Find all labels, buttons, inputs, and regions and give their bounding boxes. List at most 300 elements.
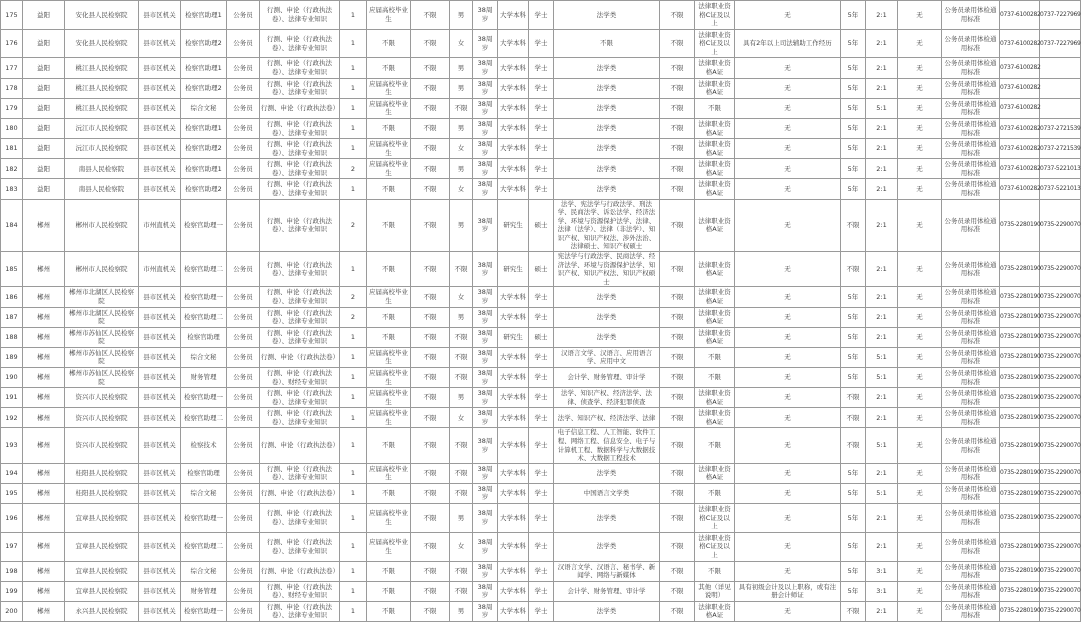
cell-phone-2: 0735-2290070: [1040, 367, 1081, 387]
cell-min-service-years: 5年: [841, 78, 866, 98]
cell-household-registration: 不限: [411, 601, 450, 621]
cell-remark: 无: [898, 29, 942, 58]
cell-physical-exam-standard: 公务员录用体检通用标准: [942, 58, 1000, 78]
cell-degree: 学士: [529, 58, 554, 78]
cell-recruit-target: 不限: [367, 327, 411, 347]
cell-quota: 1: [340, 327, 367, 347]
cell-age-limit: 38周岁: [473, 199, 498, 251]
table-row: [1, 159, 1081, 179]
cell-row-number: 175: [1, 1, 23, 30]
cell-row-number: 188: [1, 327, 23, 347]
cell-remark: 无: [898, 118, 942, 138]
cell-phone-1: 0735-2280190: [1000, 199, 1040, 251]
cell-certificate-requirement: 法律职业资格A证: [695, 118, 735, 138]
cell-other-conditions: 无: [735, 327, 841, 347]
cell-phone-1: 0735-2280190: [1000, 581, 1040, 601]
cell-position-name: 检察官助理一: [181, 199, 227, 251]
cell-phone-2: 0735-2290070: [1040, 581, 1081, 601]
cell-position-type: 公务员: [227, 98, 260, 118]
cell-education: 大学本科: [498, 408, 529, 428]
cell-grassroots-experience: 不限: [660, 601, 695, 621]
cell-organ-level: 县市区机关: [139, 428, 181, 463]
cell-grassroots-experience: 不限: [660, 504, 695, 533]
cell-grassroots-experience: 不限: [660, 428, 695, 463]
cell-remark: 无: [898, 463, 942, 483]
cell-other-conditions: 无: [735, 367, 841, 387]
cell-certificate-requirement: 法律职业资格A证: [695, 252, 735, 287]
cell-phone-1: 0735-2280190: [1000, 463, 1040, 483]
cell-remark: 无: [898, 347, 942, 367]
cell-phone-2: 0735-2290070: [1040, 388, 1081, 408]
cell-position-name: 检察技术: [181, 428, 227, 463]
cell-education: 大学本科: [498, 532, 529, 561]
cell-grassroots-experience: 不限: [660, 561, 695, 581]
cell-recruiting-unit: 郴州市苏仙区人民检察院: [65, 327, 139, 347]
cell-major: 法学、知识产权、经济法学、法律: [554, 408, 660, 428]
cell-major: 法学类: [554, 601, 660, 621]
table-row: [1, 139, 1081, 159]
cell-interview-ratio: 5:1: [866, 347, 898, 367]
cell-remark: 无: [898, 179, 942, 199]
cell-gender: 不限: [450, 483, 473, 503]
cell-education: 大学本科: [498, 58, 529, 78]
cell-physical-exam-standard: 公务员录用体检通用标准: [942, 159, 1000, 179]
table-row: [1, 118, 1081, 138]
cell-exam-subjects: 行测、申论（行政执法卷）、法律专业知识: [260, 408, 340, 428]
cell-education: 大学本科: [498, 504, 529, 533]
table-row: [1, 29, 1081, 58]
cell-gender: 不限: [450, 463, 473, 483]
cell-age-limit: 38周岁: [473, 463, 498, 483]
cell-certificate-requirement: 不限: [695, 428, 735, 463]
cell-row-number: 184: [1, 199, 23, 251]
cell-exam-subjects: 行测、申论（行政执法卷）、法律专业知识: [260, 463, 340, 483]
cell-household-registration: 不限: [411, 347, 450, 367]
cell-position-name: 检察官助理二: [181, 408, 227, 428]
cell-recruiting-unit: 沅江市人民检察院: [65, 118, 139, 138]
cell-position-name: 检察官助理一: [181, 287, 227, 307]
cell-other-conditions: 无: [735, 408, 841, 428]
cell-quota: 1: [340, 139, 367, 159]
cell-recruit-target: 不限: [367, 199, 411, 251]
table-row: [1, 78, 1081, 98]
cell-recruit-target: 应届高校毕业生: [367, 287, 411, 307]
cell-household-registration: 不限: [411, 388, 450, 408]
cell-education: 大学本科: [498, 483, 529, 503]
cell-phone-1: 0735-2280190: [1000, 408, 1040, 428]
cell-major: 法学类: [554, 463, 660, 483]
cell-city: 益阳: [23, 139, 65, 159]
cell-interview-ratio: 2:1: [866, 139, 898, 159]
cell-household-registration: 不限: [411, 561, 450, 581]
cell-gender: 女: [450, 408, 473, 428]
cell-remark: 无: [898, 252, 942, 287]
cell-phone-1: 0735-2280190: [1000, 367, 1040, 387]
cell-organ-level: 县市区机关: [139, 139, 181, 159]
cell-grassroots-experience: 不限: [660, 159, 695, 179]
cell-position-type: 公务员: [227, 118, 260, 138]
cell-education: 研究生: [498, 327, 529, 347]
cell-position-type: 公务员: [227, 307, 260, 327]
cell-min-service-years: 5年: [841, 159, 866, 179]
cell-education: 大学本科: [498, 347, 529, 367]
cell-phone-2: 0735-2290070: [1040, 504, 1081, 533]
cell-recruiting-unit: 宜章县人民检察院: [65, 561, 139, 581]
cell-position-type: 公务员: [227, 139, 260, 159]
cell-row-number: 191: [1, 388, 23, 408]
cell-phone-1: 0735-2280190: [1000, 561, 1040, 581]
cell-row-number: 185: [1, 252, 23, 287]
cell-age-limit: 38周岁: [473, 428, 498, 463]
cell-row-number: 187: [1, 307, 23, 327]
cell-grassroots-experience: 不限: [660, 29, 695, 58]
cell-remark: 无: [898, 388, 942, 408]
cell-phone-2: 0735-2290070: [1040, 307, 1081, 327]
cell-recruit-target: 应届高校毕业生: [367, 139, 411, 159]
cell-degree: 学士: [529, 307, 554, 327]
cell-row-number: 195: [1, 483, 23, 503]
cell-position-type: 公务员: [227, 388, 260, 408]
cell-degree: 学士: [529, 388, 554, 408]
cell-quota: 1: [340, 504, 367, 533]
cell-recruiting-unit: 郴州市北湖区人民检察院: [65, 287, 139, 307]
cell-gender: 不限: [450, 428, 473, 463]
cell-phone-1: 0735-2280190: [1000, 388, 1040, 408]
cell-phone-1: 0735-2280190: [1000, 504, 1040, 533]
cell-organ-level: 县市区机关: [139, 532, 181, 561]
cell-degree: 学士: [529, 601, 554, 621]
cell-grassroots-experience: 不限: [660, 179, 695, 199]
cell-gender: 男: [450, 307, 473, 327]
cell-position-type: 公务员: [227, 159, 260, 179]
cell-phone-1: 0735-2280190: [1000, 428, 1040, 463]
cell-position-type: 公务员: [227, 408, 260, 428]
cell-position-type: 公务员: [227, 504, 260, 533]
cell-recruiting-unit: 安化县人民检察院: [65, 29, 139, 58]
cell-degree: 学士: [529, 98, 554, 118]
cell-grassroots-experience: 不限: [660, 367, 695, 387]
cell-education: 大学本科: [498, 367, 529, 387]
cell-remark: 无: [898, 601, 942, 621]
cell-position-type: 公务员: [227, 327, 260, 347]
cell-recruiting-unit: 资兴市人民检察院: [65, 428, 139, 463]
cell-remark: 无: [898, 367, 942, 387]
cell-grassroots-experience: 不限: [660, 199, 695, 251]
cell-exam-subjects: 行测、申论（行政执法卷）、法律专业知识: [260, 307, 340, 327]
cell-certificate-requirement: 法律职业资格A证: [695, 408, 735, 428]
cell-interview-ratio: 3:1: [866, 561, 898, 581]
cell-city: 益阳: [23, 118, 65, 138]
cell-household-registration: 不限: [411, 58, 450, 78]
cell-household-registration: 不限: [411, 199, 450, 251]
cell-city: 郴州: [23, 347, 65, 367]
cell-certificate-requirement: 法律职业资格A证: [695, 307, 735, 327]
cell-organ-level: 县市区机关: [139, 581, 181, 601]
cell-phone-2: 0735-2290070: [1040, 252, 1081, 287]
cell-city: 益阳: [23, 29, 65, 58]
cell-degree: 学士: [529, 367, 554, 387]
cell-min-service-years: 5年: [841, 463, 866, 483]
cell-grassroots-experience: 不限: [660, 463, 695, 483]
cell-certificate-requirement: 法律职业资格A证: [695, 287, 735, 307]
cell-city: 郴州: [23, 388, 65, 408]
cell-gender: 男: [450, 159, 473, 179]
cell-min-service-years: 5年: [841, 504, 866, 533]
cell-quota: 1: [340, 1, 367, 30]
cell-recruit-target: 不限: [367, 29, 411, 58]
cell-recruiting-unit: 安化县人民检察院: [65, 1, 139, 30]
cell-gender: 男: [450, 388, 473, 408]
cell-quota: 2: [340, 199, 367, 251]
cell-organ-level: 县市区机关: [139, 179, 181, 199]
cell-recruiting-unit: 郴州市人民检察院: [65, 199, 139, 251]
cell-grassroots-experience: 不限: [660, 252, 695, 287]
cell-city: 郴州: [23, 408, 65, 428]
cell-other-conditions: 具有2年以上司法辅助工作经历: [735, 29, 841, 58]
cell-organ-level: 县市区机关: [139, 367, 181, 387]
cell-gender: 不限: [450, 581, 473, 601]
cell-gender: 不限: [450, 98, 473, 118]
cell-education: 大学本科: [498, 1, 529, 30]
cell-grassroots-experience: 不限: [660, 327, 695, 347]
cell-major: 法学类: [554, 139, 660, 159]
cell-other-conditions: 具有初级会计及以上职称，或有注册会计师证: [735, 581, 841, 601]
cell-phone-2: 0735-2290070: [1040, 428, 1081, 463]
cell-phone-2: 0735-2290070: [1040, 561, 1081, 581]
cell-exam-subjects: 行测、申论（行政执法卷）、法律专业知识: [260, 118, 340, 138]
cell-exam-subjects: 行测、申论（行政执法卷）、法律专业知识: [260, 58, 340, 78]
cell-position-name: 财务管理: [181, 581, 227, 601]
cell-city: 益阳: [23, 58, 65, 78]
cell-phone-1: 0737-6100282: [1000, 58, 1040, 78]
cell-phone-2: 0735-2290070: [1040, 347, 1081, 367]
cell-certificate-requirement: 法律职业资格A证: [695, 58, 735, 78]
cell-position-name: 检察官助理1: [181, 1, 227, 30]
cell-certificate-requirement: 法律职业资格A证: [695, 199, 735, 251]
cell-phone-2: 0737-7227969: [1040, 1, 1081, 30]
cell-major: 会计学、财务管理、审计学: [554, 367, 660, 387]
cell-physical-exam-standard: 公务员录用体检通用标准: [942, 139, 1000, 159]
cell-recruit-target: 应届高校毕业生: [367, 408, 411, 428]
cell-min-service-years: 5年: [841, 179, 866, 199]
cell-recruiting-unit: 南县人民检察院: [65, 159, 139, 179]
cell-position-name: 综合文秘: [181, 561, 227, 581]
cell-physical-exam-standard: 公务员录用体检通用标准: [942, 287, 1000, 307]
cell-age-limit: 38周岁: [473, 252, 498, 287]
cell-education: 大学本科: [498, 307, 529, 327]
cell-physical-exam-standard: 公务员录用体检通用标准: [942, 532, 1000, 561]
table-row: [1, 504, 1081, 533]
cell-position-name: 检察官助理二: [181, 307, 227, 327]
cell-certificate-requirement: 不限: [695, 561, 735, 581]
cell-phone-2: [1040, 58, 1081, 78]
cell-major: 法学类: [554, 287, 660, 307]
cell-recruiting-unit: 资兴市人民检察院: [65, 408, 139, 428]
cell-certificate-requirement: 法律职业资格C证及以上: [695, 29, 735, 58]
cell-physical-exam-standard: 公务员录用体检通用标准: [942, 463, 1000, 483]
table-row: [1, 98, 1081, 118]
cell-age-limit: 38周岁: [473, 581, 498, 601]
cell-major: 中国语言文学类: [554, 483, 660, 503]
cell-physical-exam-standard: 公务员录用体检通用标准: [942, 581, 1000, 601]
cell-interview-ratio: 2:1: [866, 327, 898, 347]
cell-grassroots-experience: 不限: [660, 98, 695, 118]
cell-exam-subjects: 行测、申论（行政执法卷）: [260, 347, 340, 367]
cell-city: 郴州: [23, 561, 65, 581]
cell-position-name: 检察官助理2: [181, 78, 227, 98]
cell-other-conditions: 无: [735, 179, 841, 199]
cell-certificate-requirement: 法律职业资格A证: [695, 388, 735, 408]
table-row: [1, 252, 1081, 287]
cell-household-registration: 不限: [411, 287, 450, 307]
cell-certificate-requirement: 法律职业资格A证: [695, 179, 735, 199]
cell-remark: 无: [898, 561, 942, 581]
cell-physical-exam-standard: 公务员录用体检通用标准: [942, 199, 1000, 251]
cell-recruit-target: 应届高校毕业生: [367, 463, 411, 483]
cell-degree: 学士: [529, 179, 554, 199]
cell-physical-exam-standard: 公务员录用体检通用标准: [942, 388, 1000, 408]
cell-recruit-target: 不限: [367, 118, 411, 138]
cell-quota: 2: [340, 287, 367, 307]
cell-age-limit: 38周岁: [473, 367, 498, 387]
cell-age-limit: 38周岁: [473, 307, 498, 327]
cell-exam-subjects: 行测、申论（行政执法卷）、法律专业知识: [260, 29, 340, 58]
cell-gender: 不限: [450, 327, 473, 347]
cell-other-conditions: 无: [735, 504, 841, 533]
cell-education: 大学本科: [498, 287, 529, 307]
cell-interview-ratio: 3:1: [866, 581, 898, 601]
cell-phone-1: 0735-2280190: [1000, 287, 1040, 307]
cell-household-registration: 不限: [411, 139, 450, 159]
cell-physical-exam-standard: 公务员录用体检通用标准: [942, 1, 1000, 30]
cell-organ-level: 县市区机关: [139, 1, 181, 30]
table-row: [1, 58, 1081, 78]
table-row: [1, 428, 1081, 463]
cell-recruit-target: 不限: [367, 601, 411, 621]
cell-degree: 学士: [529, 463, 554, 483]
cell-city: 郴州: [23, 307, 65, 327]
cell-min-service-years: 5年: [841, 581, 866, 601]
cell-degree: 学士: [529, 428, 554, 463]
cell-household-registration: 不限: [411, 307, 450, 327]
cell-exam-subjects: 行测、申论（行政执法卷）、法律专业知识: [260, 327, 340, 347]
cell-certificate-requirement: 法律职业资格C证及以上: [695, 532, 735, 561]
cell-phone-1: 0735-2280190: [1000, 601, 1040, 621]
cell-major: 法学类: [554, 179, 660, 199]
cell-remark: 无: [898, 199, 942, 251]
cell-education: 大学本科: [498, 601, 529, 621]
cell-recruit-target: 不限: [367, 581, 411, 601]
cell-exam-subjects: 行测、申论（行政执法卷）、财经专业知识: [260, 581, 340, 601]
cell-household-registration: 不限: [411, 463, 450, 483]
cell-gender: 不限: [450, 347, 473, 367]
cell-min-service-years: 5年: [841, 98, 866, 118]
cell-phone-2: 0735-2290070: [1040, 199, 1081, 251]
cell-other-conditions: 无: [735, 561, 841, 581]
cell-other-conditions: 无: [735, 483, 841, 503]
cell-certificate-requirement: 不限: [695, 483, 735, 503]
cell-grassroots-experience: 不限: [660, 139, 695, 159]
cell-degree: 学士: [529, 532, 554, 561]
cell-gender: 女: [450, 29, 473, 58]
cell-position-name: 检察官助理一: [181, 504, 227, 533]
cell-age-limit: 38周岁: [473, 408, 498, 428]
cell-row-number: 190: [1, 367, 23, 387]
cell-interview-ratio: 2:1: [866, 408, 898, 428]
cell-remark: 无: [898, 287, 942, 307]
cell-degree: 学士: [529, 139, 554, 159]
cell-position-type: 公务员: [227, 581, 260, 601]
cell-age-limit: 38周岁: [473, 561, 498, 581]
cell-position-name: 检察官助理一: [181, 601, 227, 621]
cell-other-conditions: 无: [735, 1, 841, 30]
cell-quota: 1: [340, 581, 367, 601]
cell-phone-1: 0737-6100282: [1000, 139, 1040, 159]
cell-city: 郴州: [23, 532, 65, 561]
cell-min-service-years: 不限: [841, 601, 866, 621]
cell-remark: 无: [898, 1, 942, 30]
cell-min-service-years: 5年: [841, 561, 866, 581]
cell-position-type: 公务员: [227, 483, 260, 503]
cell-remark: 无: [898, 327, 942, 347]
cell-certificate-requirement: 不限: [695, 367, 735, 387]
cell-major: 法学类: [554, 159, 660, 179]
cell-certificate-requirement: 法律职业资格A证: [695, 139, 735, 159]
cell-interview-ratio: 2:1: [866, 307, 898, 327]
cell-phone-2: [1040, 98, 1081, 118]
cell-quota: 1: [340, 463, 367, 483]
cell-row-number: 179: [1, 98, 23, 118]
cell-quota: 1: [340, 118, 367, 138]
cell-physical-exam-standard: 公务员录用体检通用标准: [942, 179, 1000, 199]
cell-gender: 男: [450, 1, 473, 30]
cell-position-name: 检察官助理二: [181, 252, 227, 287]
cell-physical-exam-standard: 公务员录用体检通用标准: [942, 327, 1000, 347]
cell-phone-1: 0737-6100282: [1000, 118, 1040, 138]
cell-exam-subjects: 行测、申论（行政执法卷）、法律专业知识: [260, 601, 340, 621]
cell-organ-level: 县市区机关: [139, 327, 181, 347]
cell-exam-subjects: 行测、申论（行政执法卷）、财经专业知识: [260, 367, 340, 387]
cell-row-number: 182: [1, 159, 23, 179]
cell-remark: 无: [898, 428, 942, 463]
cell-recruit-target: 应届高校毕业生: [367, 98, 411, 118]
cell-row-number: 200: [1, 601, 23, 621]
cell-position-name: 检察官助理2: [181, 139, 227, 159]
cell-remark: 无: [898, 98, 942, 118]
cell-degree: 学士: [529, 483, 554, 503]
table-body: [1, 1, 1081, 622]
cell-major: 宪法学与行政法学、民商法学、经济法学、环境与资源保护法学、知识产权、知识产权法、知识产权硕士: [554, 252, 660, 287]
cell-gender: 不限: [450, 367, 473, 387]
cell-city: 郴州: [23, 428, 65, 463]
cell-phone-2: 0735-2290070: [1040, 532, 1081, 561]
cell-education: 大学本科: [498, 428, 529, 463]
cell-gender: 不限: [450, 561, 473, 581]
cell-recruit-target: 不限: [367, 428, 411, 463]
cell-quota: 1: [340, 483, 367, 503]
cell-city: 益阳: [23, 78, 65, 98]
cell-exam-subjects: 行测、申论（行政执法卷）、法律专业知识: [260, 159, 340, 179]
cell-recruit-target: 不限: [367, 561, 411, 581]
cell-interview-ratio: 2:1: [866, 601, 898, 621]
cell-exam-subjects: 行测、申论（行政执法卷）、法律专业知识: [260, 78, 340, 98]
cell-age-limit: 38周岁: [473, 98, 498, 118]
cell-education: 大学本科: [498, 78, 529, 98]
cell-quota: 1: [340, 98, 367, 118]
cell-grassroots-experience: 不限: [660, 347, 695, 367]
cell-major: 法学类: [554, 78, 660, 98]
cell-quota: 1: [340, 78, 367, 98]
